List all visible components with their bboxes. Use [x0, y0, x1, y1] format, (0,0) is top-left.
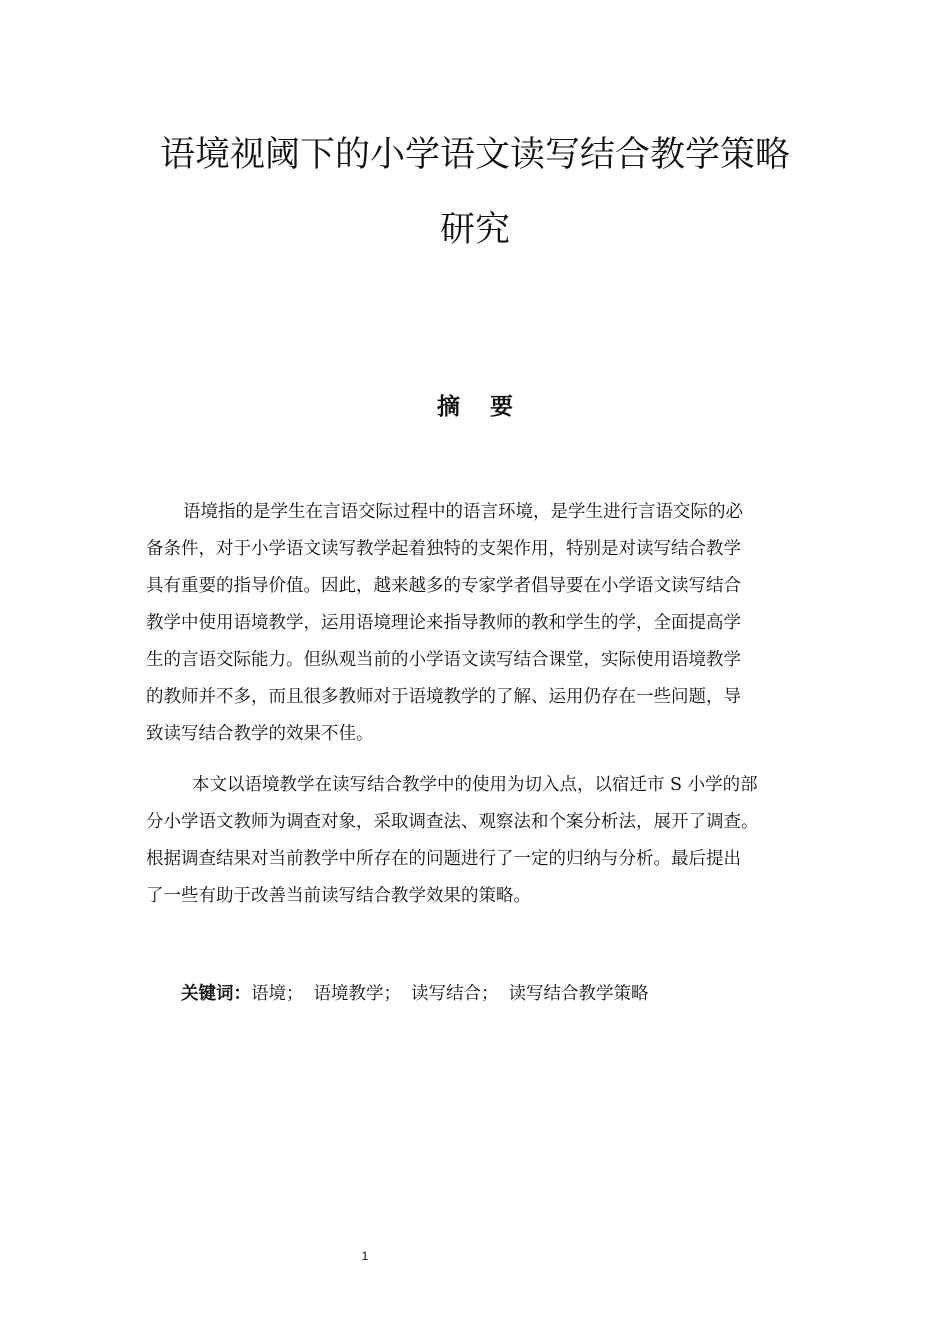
keywords-label: 关键词： [181, 984, 251, 1004]
paragraph-line: 生的言语交际能力。但纵观当前的小学语文读写结合课堂，实际使用语境教学 [146, 650, 741, 670]
title-line-2: 研究 [439, 210, 510, 250]
paragraph-line: 备条件，对于小学语文读写教学起着独特的支架作用，特别是对读写结合教学 [146, 539, 741, 559]
paragraph-line: 的教师并不多，而且很多教师对于语境教学的了解、运用仍存在一些问题，导 [146, 687, 741, 707]
paragraph-line: 语境指的是学生在言语交际过程中的语言环境，是学生进行言语交际的必 [183, 502, 743, 522]
paragraph-line: 具有重要的指导价值。因此，越来越多的专家学者倡导要在小学语文读写结合 [146, 576, 741, 596]
abstract-paragraph-1 [146, 494, 816, 753]
keyword-item: 语境教学； [313, 984, 401, 1004]
page-number: 1 [361, 1249, 369, 1263]
keyword-item: 读写结合； [411, 984, 499, 1004]
keyword-item: 语境； [251, 984, 304, 1004]
title-line-1: 语境视阈下的小学语文读写结合教学策略 [159, 135, 790, 175]
abstract-heading: 摘要 [437, 394, 543, 420]
paragraph-line: 教学中使用语境教学，运用语境理论来指导教师的教和学生的学，全面提高学 [146, 613, 741, 633]
paragraph-line: 根据调查结果对当前教学中所存在的问题进行了一定的归纳与分析。最后提出 [146, 849, 741, 869]
paragraph-line: 分小学语文教师为调查对象，采取调查法、观察法和个案分析法，展开了调查。 [146, 812, 759, 832]
keywords-line [181, 979, 659, 1009]
keyword-item: 读写结合教学策略 [508, 984, 649, 1004]
abstract-paragraph-2 [146, 767, 816, 915]
paragraph-line: 本文以语境教学在读写结合教学中的使用为切入点，以宿迁市 S 小学的部 [192, 775, 758, 795]
paragraph-line: 了一些有助于改善当前读写结合教学效果的策略。 [146, 886, 531, 906]
paragraph-line: 致读写结合教学的效果不佳。 [146, 724, 374, 744]
